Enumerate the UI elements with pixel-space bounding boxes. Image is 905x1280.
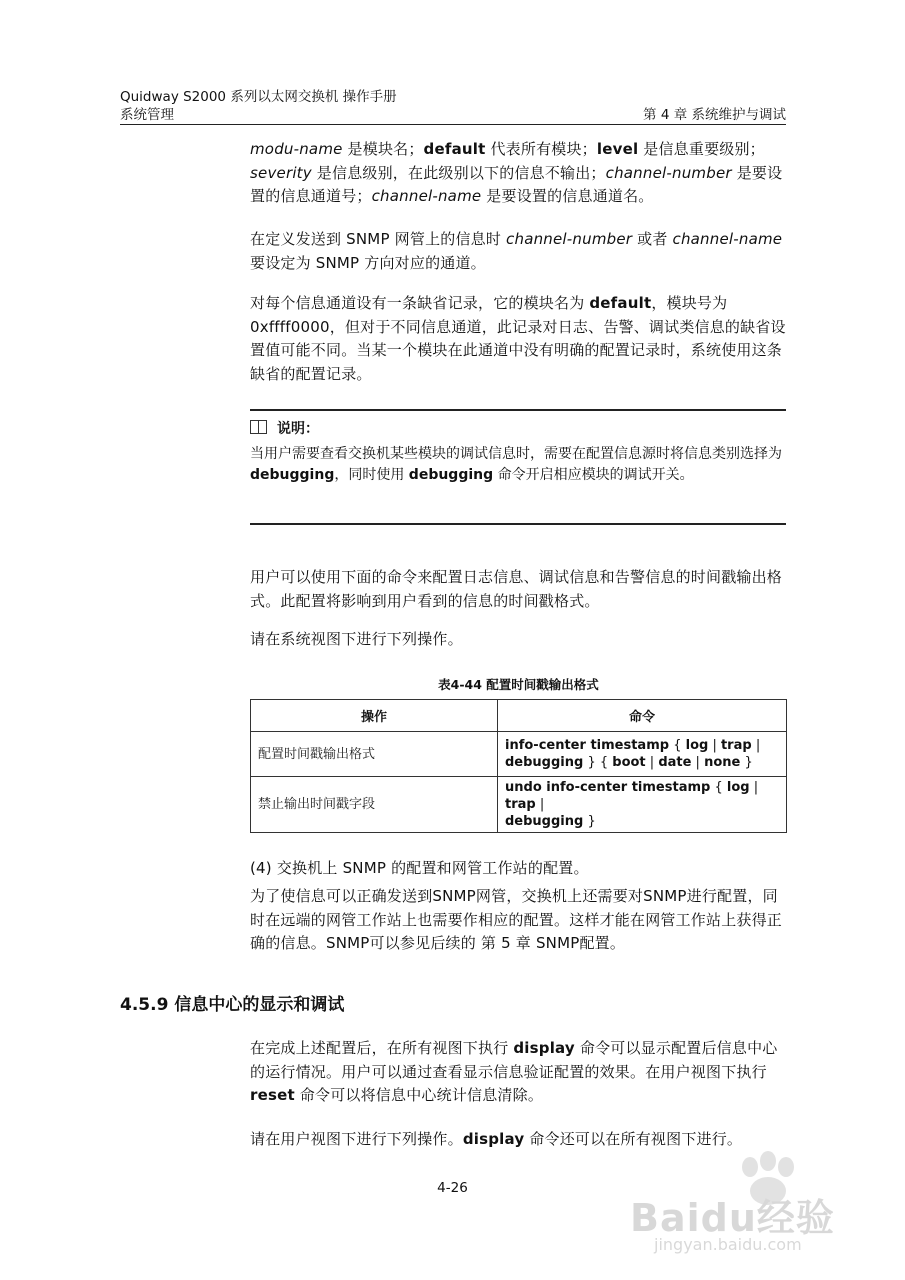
page-number: 4-26 — [437, 1180, 468, 1196]
note-bottom-rule — [250, 523, 786, 525]
table-cell-op: 配置时间戳输出格式 — [251, 732, 498, 777]
header-rule — [120, 124, 786, 125]
table-row — [251, 732, 787, 777]
paragraph-params: modu-name 是模块名；default 代表所有模块；level 是信息重要级别；severity 是信息级别，在此级别以下的信息不输出；channel-number 是要设置的信息通道号；channel-name 是要设置的信息通道名。 — [250, 140, 783, 205]
table-header-row — [251, 700, 787, 732]
watermark-brand: Baidu经验 — [630, 1196, 835, 1240]
table-header-cmd: 命令 — [498, 700, 787, 732]
paragraph-step-4: (4) 交换机上 SNMP 的配置和网管工作站的配置。 — [250, 859, 589, 877]
table-cell-op: 禁止输出时间戳字段 — [251, 777, 498, 833]
header-title: Quidway S2000 系列以太网交换机 操作手册 — [120, 89, 397, 105]
section-heading: 4.5.9 信息中心的显示和调试 — [120, 995, 345, 1015]
header-chapter: 第 4 章 系统维护与调试 — [643, 107, 786, 123]
table-row — [251, 777, 787, 833]
note-box — [250, 419, 786, 486]
baidu-watermark — [630, 1145, 850, 1265]
note-title: 说明： — [277, 421, 319, 437]
watermark-url: jingyan.baidu.com — [654, 1235, 802, 1254]
table-caption: 表4-44 配置时间戳输出格式 — [438, 677, 599, 692]
table-header-op: 操作 — [251, 700, 498, 732]
paragraph-system-view: 请在系统视图下进行下列操作。 — [250, 630, 463, 648]
paragraph-snmp-channel: 在定义发送到 SNMP 网管上的信息时 channel-number 或者 channel-name 要设定为 SNMP 方向对应的通道。 — [250, 230, 783, 272]
header-section: 系统管理 — [120, 107, 174, 123]
table-cell-cmd: info-center timestamp { log | trap | debugging } { boot | date | none } — [498, 732, 787, 777]
note-top-rule — [250, 409, 786, 411]
note-text: 当用户需要查看交换机某些模块的调试信息时，需要在配置信息源时将信息类别选择为 debugging，同时使用 debugging 命令开启相应模块的调试开关。 — [250, 446, 782, 483]
table-cell-cmd: undo info-center timestamp { log | trap | debugging } — [498, 777, 787, 833]
paragraph-timestamp-intro: 用户可以使用下面的命令来配置日志信息、调试信息和告警信息的时间戳输出格式。此配置将影响到用户看到的信息的时间戳格式。 — [250, 568, 783, 610]
paragraph-display: 在完成上述配置后，在所有视图下执行 display 命令可以显示配置后信息中心的运行情况。用户可以通过查看显示信息验证配置的效果。在用户视图下执行 reset 命令可以将信息中心统计信息清除。 — [250, 1039, 778, 1104]
paragraph-snmp-config: 为了使信息可以正确发送到SNMP网管，交换机上还需要对SNMP进行配置，同时在远端的网管工作站上也需要作相应的配置。这样才能在网管工作站上获得正确的信息。SNMP可以参见后续的 第 5 章 SNMP配置。 — [250, 887, 783, 952]
command-table — [250, 699, 787, 833]
paragraph-default-record: 对每个信息通道设有一条缺省记录，它的模块名为 default，模块号为 0xffff0000，但对于不同信息通道，此记录对日志、告警、调试类信息的缺省设置值可能不同。当某一个模块在此通道中没有明确的配置记录时，系统使用这条缺省的配置记录。 — [250, 294, 786, 383]
book-icon — [250, 420, 267, 434]
paragraph-user-view: 请在用户视图下进行下列操作。display 命令还可以在所有视图下进行。 — [250, 1130, 743, 1148]
